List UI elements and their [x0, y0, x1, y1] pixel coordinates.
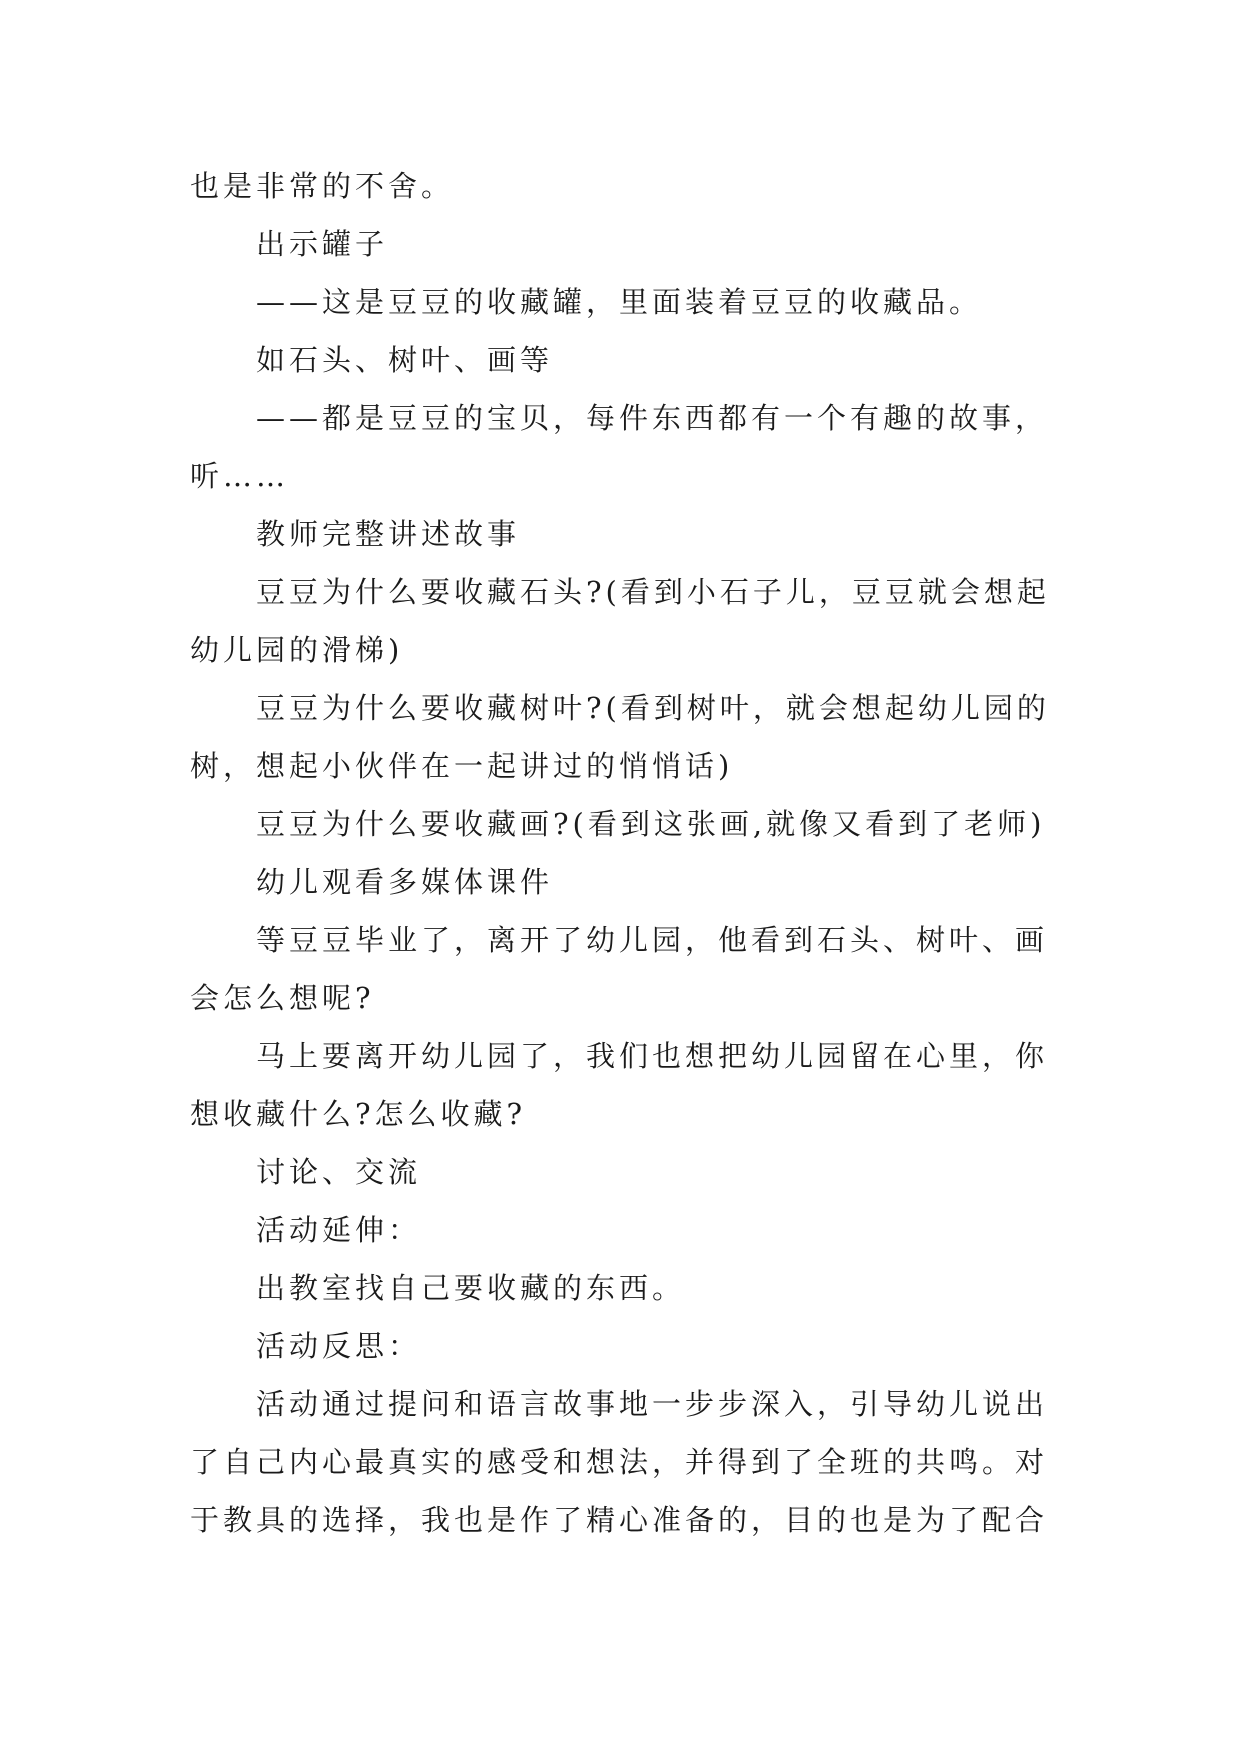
paragraph-line: 教师完整讲述故事: [256, 517, 521, 551]
paragraph-line: 豆豆为什么要收藏树叶?(看到树叶，就会想起幼儿园的: [256, 691, 1050, 725]
paragraph-line: 如石头、树叶、画等: [256, 343, 554, 377]
paragraph-line: 马上要离开幼儿园了，我们也想把幼儿园留在心里，你: [256, 1039, 1049, 1073]
paragraph-line: 幼儿观看多媒体课件: [256, 865, 554, 899]
paragraph-line: 想收藏什么?怎么收藏?: [190, 1097, 527, 1131]
paragraph-line: 树，想起小伙伴在一起讲过的悄悄话): [190, 749, 734, 783]
paragraph-line: 幼儿园的滑梯): [190, 633, 404, 667]
paragraph-line: 了自己内心最真实的感受和想法，并得到了全班的共鸣。对: [190, 1445, 1049, 1479]
paragraph-line: 等豆豆毕业了，离开了幼儿园，他看到石头、树叶、画: [256, 923, 1049, 957]
paragraph-line: 出教室找自己要收藏的东西。: [256, 1271, 686, 1305]
paragraph-line: 会怎么想呢?: [190, 981, 375, 1015]
paragraph-line: 出示罐子: [256, 227, 389, 261]
paragraph-line: 活动延伸：: [256, 1213, 422, 1247]
paragraph-line: ——都是豆豆的宝贝，每件东西都有一个有趣的故事，: [256, 401, 1049, 435]
paragraph-line: 豆豆为什么要收藏石头?(看到小石子儿，豆豆就会想起: [256, 575, 1050, 609]
paragraph-line: 听……: [190, 459, 290, 493]
paragraph-line: 于教具的选择，我也是作了精心准备的，目的也是为了配合: [190, 1503, 1049, 1537]
paragraph-line: 讨论、交流: [256, 1155, 422, 1189]
paragraph-line: 也是非常的不舍。: [190, 169, 455, 203]
paragraph-line: 活动通过提问和语言故事地一步步深入，引导幼儿说出: [256, 1387, 1049, 1421]
paragraph-line: 活动反思：: [256, 1329, 422, 1363]
paragraph-line: ——这是豆豆的收藏罐，里面装着豆豆的收藏品。: [256, 285, 983, 319]
paragraph-line: 豆豆为什么要收藏画?(看到这张画,就像又看到了老师): [256, 807, 1046, 841]
